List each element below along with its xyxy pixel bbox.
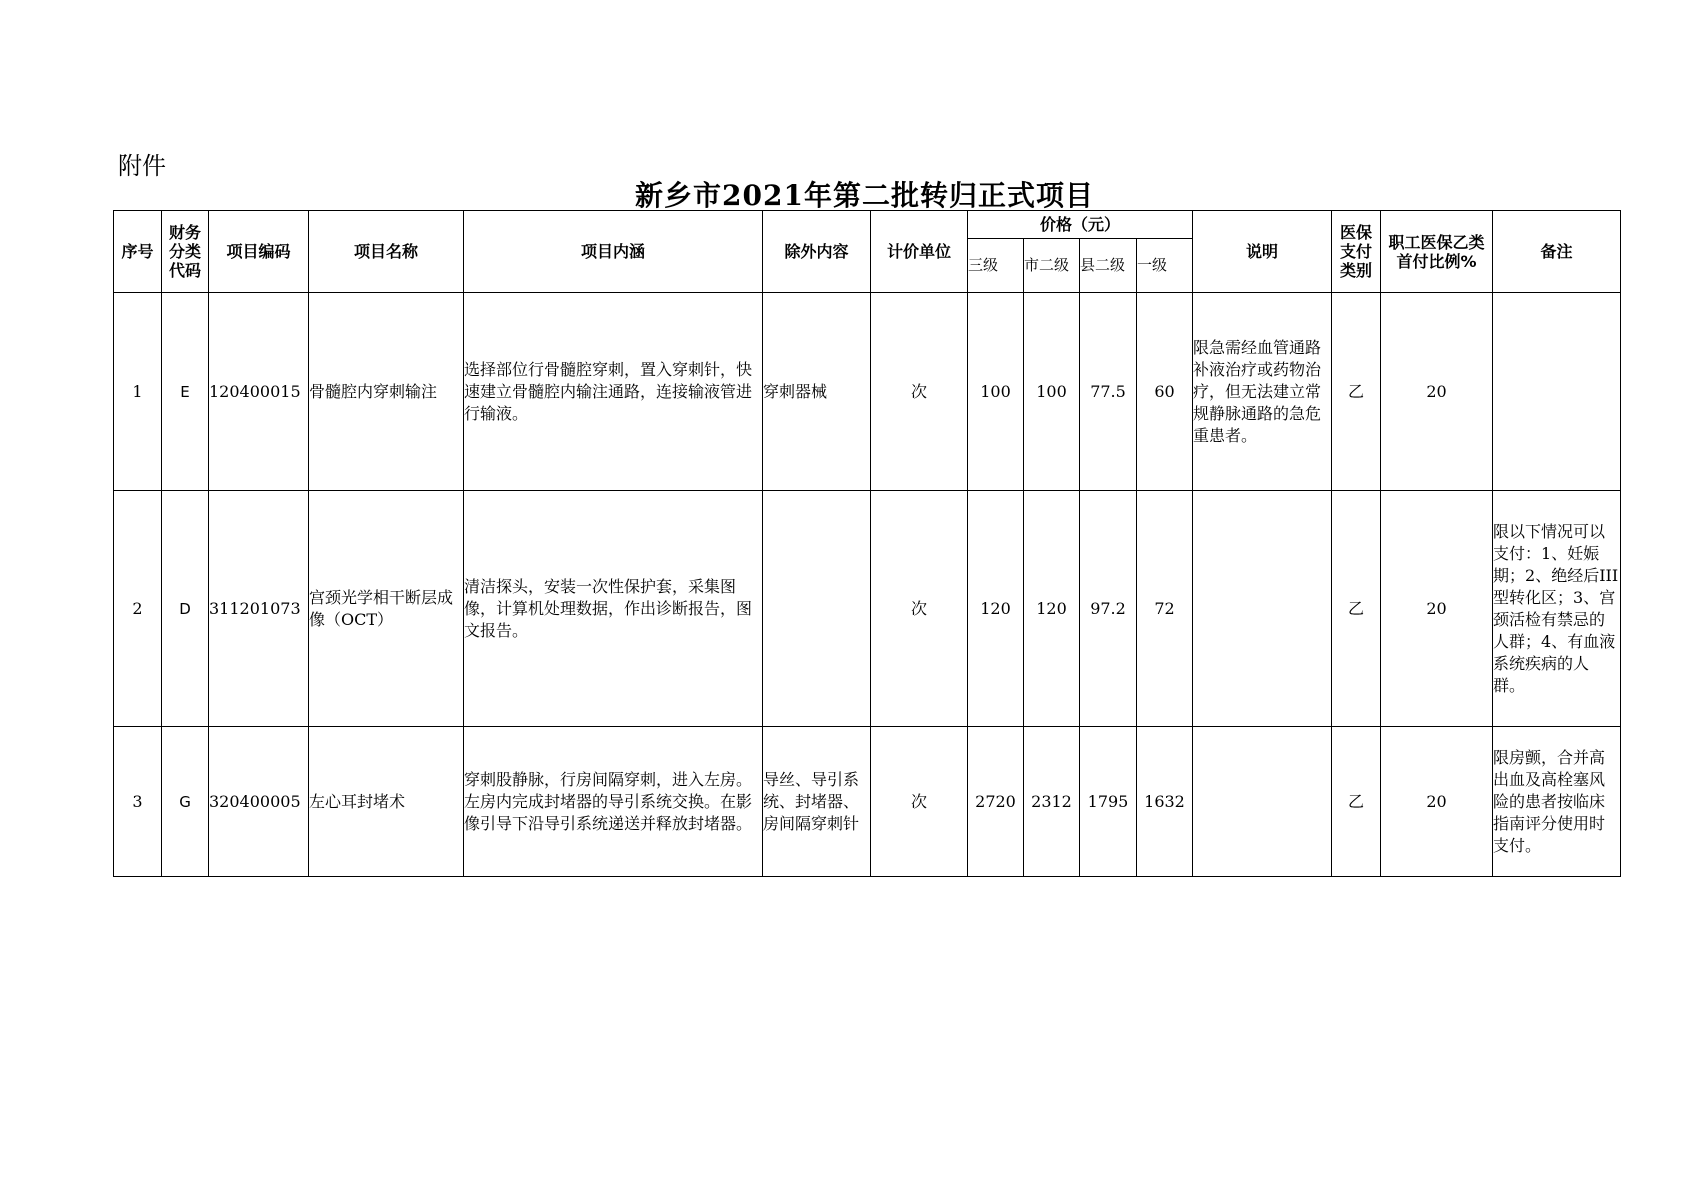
cell-price-county2: 77.5	[1080, 293, 1137, 491]
cell-excluded: 穿刺器械	[763, 293, 871, 491]
header-price-city2: 市二级	[1024, 239, 1080, 293]
cell-price-level3: 100	[968, 293, 1024, 491]
cell-content: 清洁探头，安装一次性保护套，采集图像，计算机处理数据，作出诊断报告，图文报告。	[464, 491, 763, 727]
header-finance-code: 财务分类代码	[162, 211, 209, 293]
header-remarks: 备注	[1493, 211, 1621, 293]
cell-finance-code: E	[162, 293, 209, 491]
header-item-name: 项目名称	[309, 211, 464, 293]
cell-remarks	[1493, 293, 1621, 491]
header-copay-ratio: 职工医保乙类首付比例%	[1381, 211, 1493, 293]
cell-description	[1193, 727, 1332, 877]
cell-seq: 2	[114, 491, 162, 727]
cell-excluded: 导丝、导引系统、封堵器、房间隔穿刺针	[763, 727, 871, 877]
cell-copay-ratio: 20	[1381, 491, 1493, 727]
cell-item-code: 311201073	[209, 491, 309, 727]
cell-insurance-category: 乙	[1332, 293, 1381, 491]
cell-copay-ratio: 20	[1381, 727, 1493, 877]
cell-unit: 次	[871, 491, 968, 727]
cell-item-name: 左心耳封堵术	[309, 727, 464, 877]
cell-description: 限急需经血管通路补液治疗或药物治疗，但无法建立常规静脉通路的急危重患者。	[1193, 293, 1332, 491]
cell-content: 穿刺股静脉，行房间隔穿刺，进入左房。左房内完成封堵器的导引系统交换。在影像引导下沿导引系统递送并释放封堵器。	[464, 727, 763, 877]
cell-price-city2: 2312	[1024, 727, 1080, 877]
cell-unit: 次	[871, 293, 968, 491]
cell-item-name: 宫颈光学相干断层成像（OCT）	[309, 491, 464, 727]
cell-item-code: 120400015	[209, 293, 309, 491]
cell-item-name: 骨髓腔内穿刺输注	[309, 293, 464, 491]
header-price: 价格（元）	[968, 211, 1193, 239]
cell-item-code: 320400005	[209, 727, 309, 877]
table-row	[114, 491, 1621, 727]
header-price-level3: 三级	[968, 239, 1024, 293]
cell-price-level3: 120	[968, 491, 1024, 727]
cell-finance-code: G	[162, 727, 209, 877]
header-unit: 计价单位	[871, 211, 968, 293]
fee-table	[113, 210, 1621, 877]
table-row	[114, 727, 1621, 877]
cell-description	[1193, 491, 1332, 727]
header-price-level1: 一级	[1137, 239, 1193, 293]
table-row	[114, 293, 1621, 491]
cell-price-level3: 2720	[968, 727, 1024, 877]
header-insurance-category: 医保支付类别	[1332, 211, 1381, 293]
cell-finance-code: D	[162, 491, 209, 727]
cell-insurance-category: 乙	[1332, 727, 1381, 877]
cell-seq: 3	[114, 727, 162, 877]
cell-remarks: 限以下情况可以支付：1、妊娠期；2、绝经后III型转化区；3、宫颈活检有禁忌的人群；4、有血液系统疾病的人群。	[1493, 491, 1621, 727]
cell-unit: 次	[871, 727, 968, 877]
cell-insurance-category: 乙	[1332, 491, 1381, 727]
header-price-county2: 县二级	[1080, 239, 1137, 293]
cell-price-city2: 100	[1024, 293, 1080, 491]
cell-price-county2: 97.2	[1080, 491, 1137, 727]
cell-price-county2: 1795	[1080, 727, 1137, 877]
cell-content: 选择部位行骨髓腔穿刺，置入穿刺针，快速建立骨髓腔内输注通路，连接输液管进行输液。	[464, 293, 763, 491]
cell-price-level1: 60	[1137, 293, 1193, 491]
document-title: 新乡市2021年第二批转归正式项目	[635, 179, 1094, 212]
header-excluded: 除外内容	[763, 211, 871, 293]
header-seq: 序号	[114, 211, 162, 293]
header-description: 说明	[1193, 211, 1332, 293]
cell-excluded	[763, 491, 871, 727]
cell-remarks: 限房颤，合并高出血及高栓塞风险的患者按临床指南评分使用时支付。	[1493, 727, 1621, 877]
attachment-label: 附件	[118, 152, 166, 180]
cell-seq: 1	[114, 293, 162, 491]
header-item-code: 项目编码	[209, 211, 309, 293]
cell-price-level1: 1632	[1137, 727, 1193, 877]
cell-price-city2: 120	[1024, 491, 1080, 727]
header-content: 项目内涵	[464, 211, 763, 293]
cell-price-level1: 72	[1137, 491, 1193, 727]
cell-copay-ratio: 20	[1381, 293, 1493, 491]
